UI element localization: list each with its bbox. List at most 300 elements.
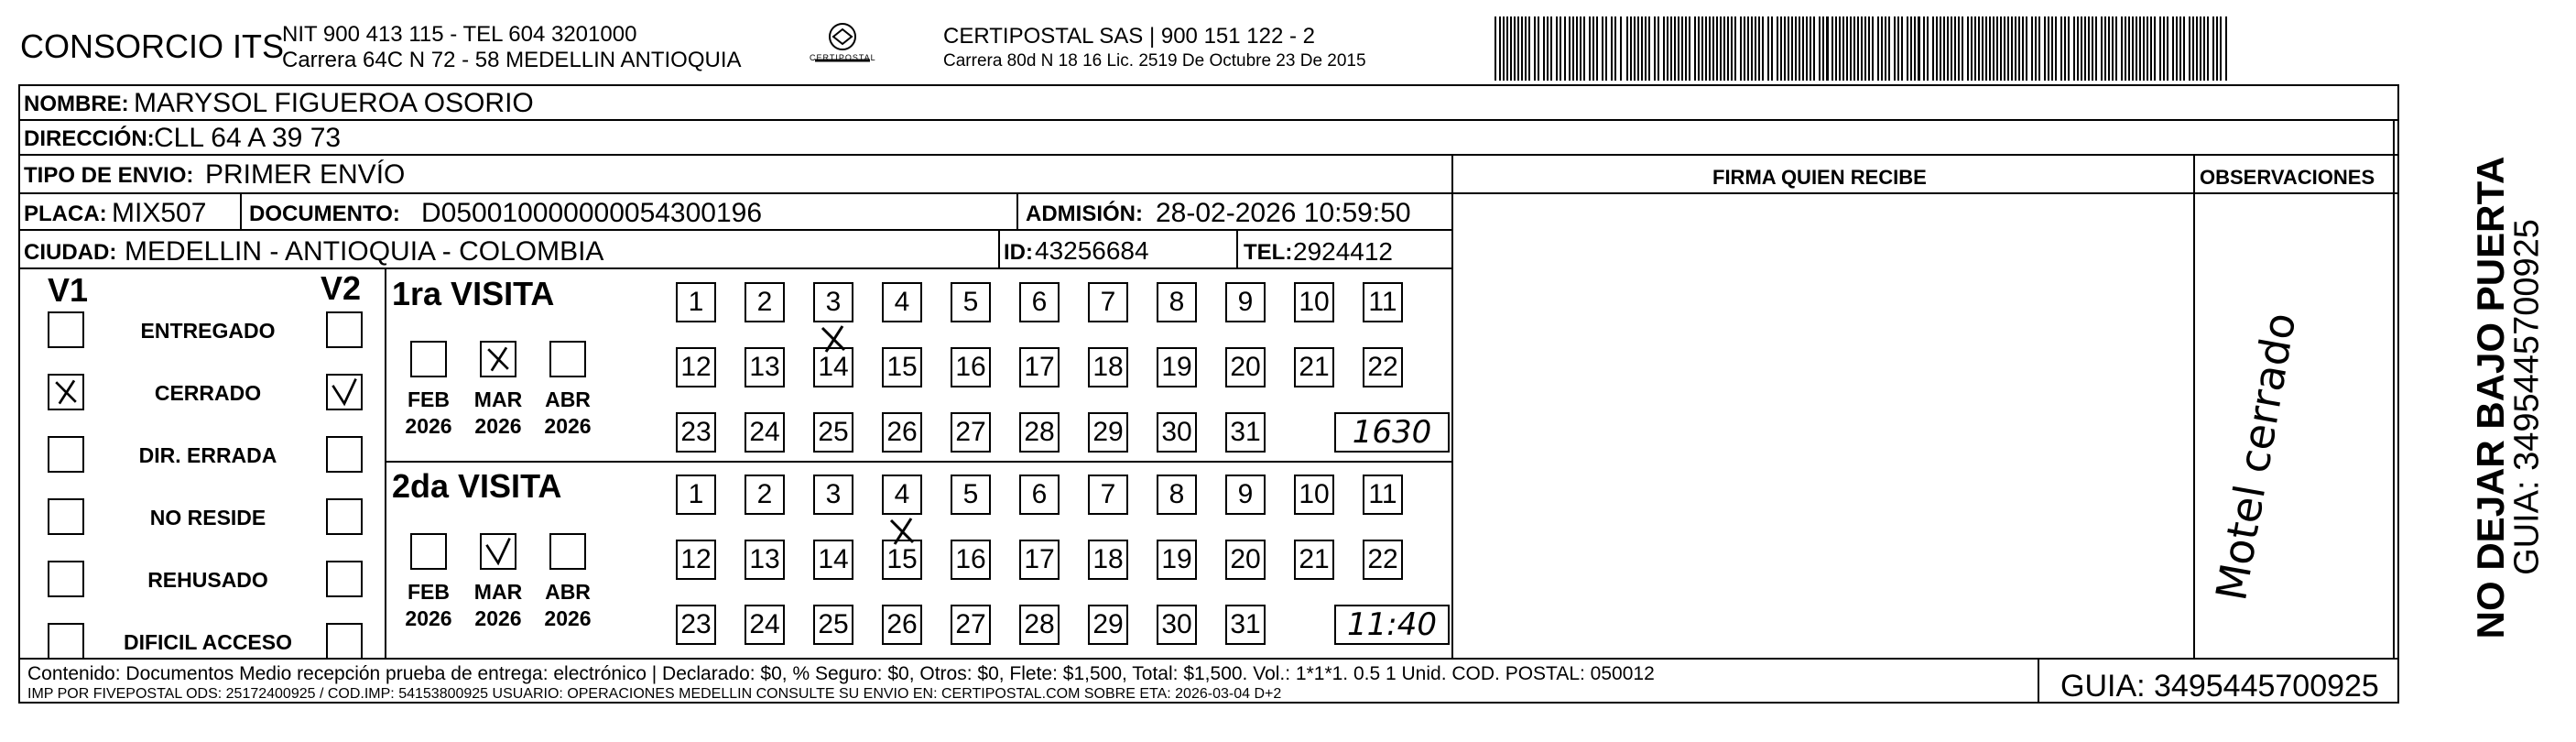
barcode-bar bbox=[2064, 16, 2066, 81]
visit1-day-26[interactable]: 26 bbox=[882, 605, 922, 645]
visit0-day-4[interactable]: 4 bbox=[882, 282, 922, 322]
barcode-bar bbox=[2192, 16, 2194, 81]
visit0-day-31[interactable]: 31 bbox=[1225, 412, 1266, 453]
visit0-month-box-0[interactable] bbox=[410, 341, 447, 377]
barcode-bar bbox=[2077, 16, 2079, 81]
barcode-bar bbox=[1681, 16, 1683, 81]
barcode-bar bbox=[2007, 16, 2009, 81]
barcode-bar bbox=[1835, 16, 1837, 81]
barcode bbox=[1495, 16, 2227, 81]
barcode-bar bbox=[2004, 16, 2005, 81]
barcode-bar bbox=[1499, 16, 1501, 81]
status-label-1: CERRADO bbox=[154, 381, 262, 405]
visit0-day-2[interactable]: 2 bbox=[745, 282, 785, 322]
visit0-day-5[interactable]: 5 bbox=[951, 282, 991, 322]
visit1-month-label-2: ABR 2026 bbox=[544, 580, 592, 630]
barcode-bar bbox=[1716, 16, 1718, 81]
visit0-day-20[interactable]: 20 bbox=[1225, 347, 1266, 387]
visit1-day-17[interactable]: 17 bbox=[1019, 540, 1060, 580]
barcode-bar bbox=[1846, 16, 1848, 81]
visit0-day-22[interactable]: 22 bbox=[1363, 347, 1403, 387]
barcode-bar bbox=[1658, 16, 1659, 81]
barcode-bar bbox=[2115, 16, 2117, 81]
direccion-value: CLL 64 A 39 73 bbox=[154, 123, 342, 153]
barcode-bar bbox=[1907, 16, 1908, 81]
v2-checkbox-3[interactable] bbox=[326, 498, 363, 535]
barcode-bar bbox=[1958, 16, 1960, 81]
visit0-month-label-1: MAR 2026 bbox=[473, 387, 523, 438]
barcode-bar bbox=[1967, 16, 1969, 81]
visit1-day-21[interactable]: 21 bbox=[1294, 540, 1334, 580]
barcode-bar bbox=[2216, 16, 2218, 81]
barcode-bar bbox=[1842, 16, 1844, 81]
barcode-bar bbox=[2018, 16, 2020, 81]
barcode-bar bbox=[1620, 16, 1622, 81]
visit0-day-25[interactable]: 25 bbox=[813, 412, 853, 453]
barcode-bar bbox=[1592, 16, 1594, 81]
direccion-label: DIRECCIÓN: bbox=[24, 126, 155, 151]
visit1-day-18[interactable]: 18 bbox=[1088, 540, 1128, 580]
barcode-bar bbox=[1897, 16, 1899, 81]
visit1-day-30[interactable]: 30 bbox=[1157, 605, 1197, 645]
barcode-bar bbox=[2159, 16, 2161, 81]
visit1-day-10[interactable]: 10 bbox=[1294, 475, 1334, 515]
visit1-day-20[interactable]: 20 bbox=[1225, 540, 1266, 580]
barcode-bar bbox=[1918, 16, 1920, 81]
barcode-bar bbox=[1503, 16, 1505, 81]
visit0-day-9[interactable]: 9 bbox=[1225, 282, 1266, 322]
v1-checkbox-4[interactable] bbox=[48, 561, 84, 597]
barcode-bar bbox=[2026, 16, 2027, 81]
v1-checkbox-1[interactable] bbox=[48, 374, 84, 410]
visit1-day-4[interactable]: 4 bbox=[882, 475, 922, 515]
barcode-bar bbox=[1727, 16, 1729, 81]
barcode-bar bbox=[2015, 16, 2016, 81]
barcode-bar bbox=[1580, 16, 1581, 81]
barcode-bar bbox=[1689, 16, 1690, 81]
barcode-bar bbox=[1762, 16, 1764, 81]
barcode-bar bbox=[1648, 16, 1650, 81]
barcode-bar bbox=[1826, 16, 1829, 81]
barcode-bar bbox=[1525, 16, 1527, 81]
footer-contenido: Contenido: Documentos Medio recepción prueba de entrega: electrónico | Declarado: $0, % Seguro: $0, Otros: $0, Flete: $1,500, Total: $1,500. Vol.: 1*1*1. 0.5 1 Unid. COD. POSTAL: 050012 bbox=[27, 663, 1655, 684]
company-line1: NIT 900 413 115 - TEL 604 3201000 bbox=[282, 22, 637, 47]
barcode-bar bbox=[1626, 16, 1628, 81]
barcode-bar bbox=[1630, 16, 1632, 81]
barcode-bar bbox=[1670, 16, 1672, 81]
visit0-day-23[interactable]: 23 bbox=[676, 412, 716, 453]
barcode-bar bbox=[1888, 16, 1890, 81]
visit0-day-18[interactable]: 18 bbox=[1088, 347, 1128, 387]
courier-line2: Carrera 80d N 18 16 Lic. 2519 De Octubre 23 De 2015 bbox=[943, 51, 1366, 71]
barcode-bar bbox=[1881, 16, 1883, 81]
barcode-bar bbox=[1694, 16, 1696, 81]
visit1-day-6[interactable]: 6 bbox=[1019, 475, 1060, 515]
barcode-bar bbox=[1910, 16, 1912, 81]
barcode-bar bbox=[1674, 16, 1676, 81]
barcode-bar bbox=[2011, 16, 2013, 81]
ciudad-value: MEDELLIN - ANTIOQUIA - COLOMBIA bbox=[125, 236, 604, 267]
barcode-bar bbox=[1637, 16, 1639, 81]
barcode-bar bbox=[2081, 16, 2082, 81]
visit1-day-25[interactable]: 25 bbox=[813, 605, 853, 645]
status-label-2: DIR. ERRADA bbox=[138, 443, 277, 467]
admision-label: ADMISIÓN: bbox=[1026, 202, 1143, 226]
visit0-day-16[interactable]: 16 bbox=[951, 347, 991, 387]
v2-checkbox-0[interactable] bbox=[326, 311, 363, 348]
barcode-bar bbox=[1943, 16, 1945, 81]
barcode-bar bbox=[1947, 16, 1949, 81]
barcode-bar bbox=[1806, 16, 1808, 81]
footer-guia: GUIA: 3495445700925 bbox=[2060, 669, 2379, 704]
barcode-bar bbox=[1795, 16, 1797, 81]
barcode-bar bbox=[1877, 16, 1879, 81]
barcode-bar bbox=[1914, 16, 1916, 81]
placa-value: MIX507 bbox=[112, 198, 207, 228]
barcode-bar bbox=[2035, 16, 2037, 81]
barcode-bar bbox=[1974, 16, 1976, 81]
visit0-day-1[interactable]: 1 bbox=[676, 282, 716, 322]
visit1-month-box-0[interactable] bbox=[410, 533, 447, 570]
firma-label: FIRMA QUIEN RECIBE bbox=[1712, 166, 1927, 189]
visit1-day-15[interactable]: 15 bbox=[882, 540, 922, 580]
side-guia: GUIA: 3495445700925 bbox=[2507, 219, 2547, 575]
courier-line1: CERTIPOSTAL SAS | 900 151 122 - 2 bbox=[943, 24, 1315, 49]
visit0-day-17[interactable]: 17 bbox=[1019, 347, 1060, 387]
barcode-bar bbox=[2183, 16, 2185, 81]
barcode-bar bbox=[2196, 16, 2198, 81]
barcode-bar bbox=[2022, 16, 2024, 81]
visit0-day-12[interactable]: 12 bbox=[676, 347, 716, 387]
barcode-bar bbox=[2084, 16, 2086, 81]
visit0-day-11[interactable]: 11 bbox=[1363, 282, 1403, 322]
barcode-bar bbox=[1564, 16, 1566, 81]
barcode-bar bbox=[1864, 16, 1866, 81]
observaciones-label: OBSERVACIONES bbox=[2200, 166, 2375, 189]
barcode-bar bbox=[1614, 16, 1616, 81]
barcode-bar bbox=[1996, 16, 1998, 81]
status-label-5: DIFICIL ACCESO bbox=[123, 630, 292, 654]
barcode-bar bbox=[1777, 16, 1778, 81]
visit0-day-26[interactable]: 26 bbox=[882, 412, 922, 453]
barcode-bar bbox=[1514, 16, 1516, 81]
barcode-bar bbox=[2179, 16, 2181, 81]
visit1-day-31[interactable]: 31 bbox=[1225, 605, 1266, 645]
visit1-day-12[interactable]: 12 bbox=[676, 540, 716, 580]
status-label-3: NO RESIDE bbox=[149, 506, 266, 529]
barcode-bar bbox=[1528, 16, 1530, 81]
visit1-day-23[interactable]: 23 bbox=[676, 605, 716, 645]
visit1-day-16[interactable]: 16 bbox=[951, 540, 991, 580]
visit0-month-label-0: FEB 2026 bbox=[405, 387, 452, 438]
barcode-bar bbox=[1927, 16, 1929, 81]
visit0-day-10[interactable]: 10 bbox=[1294, 282, 1334, 322]
barcode-bar bbox=[2172, 16, 2174, 81]
barcode-bar bbox=[1868, 16, 1870, 81]
visit0-day-28[interactable]: 28 bbox=[1019, 412, 1060, 453]
visit0-day-6[interactable]: 6 bbox=[1019, 282, 1060, 322]
visit1-day-9[interactable]: 9 bbox=[1225, 475, 1266, 515]
barcode-bar bbox=[1723, 16, 1725, 81]
barcode-bar bbox=[1576, 16, 1578, 81]
v2-checkbox-4[interactable] bbox=[326, 561, 363, 597]
visit1-day-24[interactable]: 24 bbox=[745, 605, 785, 645]
visit1-month-label-1: MAR 2026 bbox=[473, 580, 523, 630]
visit0-day-13[interactable]: 13 bbox=[745, 347, 785, 387]
visit1-day-14[interactable]: 14 bbox=[813, 540, 853, 580]
barcode-bar bbox=[1755, 16, 1756, 81]
barcode-bar bbox=[1645, 16, 1647, 81]
v1-checkbox-0[interactable] bbox=[48, 311, 84, 348]
barcode-bar bbox=[1758, 16, 1760, 81]
barcode-bar bbox=[1810, 16, 1811, 81]
barcode-bar bbox=[1791, 16, 1793, 81]
barcode-bar bbox=[1993, 16, 1994, 81]
visit0-day-14[interactable]: 14 bbox=[813, 347, 853, 387]
visit0-month-box-2[interactable] bbox=[549, 341, 586, 377]
visit0-month-box-1[interactable] bbox=[480, 341, 516, 377]
barcode-bar bbox=[2136, 16, 2137, 81]
barcode-bar bbox=[2125, 16, 2126, 81]
barcode-bar bbox=[1605, 16, 1607, 81]
barcode-bar bbox=[1982, 16, 1984, 81]
barcode-bar bbox=[1569, 16, 1571, 81]
barcode-bar bbox=[1780, 16, 1782, 81]
visit1-day-1[interactable]: 1 bbox=[676, 475, 716, 515]
barcode-bar bbox=[1678, 16, 1679, 81]
barcode-bar bbox=[2088, 16, 2090, 81]
barcode-bar bbox=[2112, 16, 2114, 81]
visit0-day-29[interactable]: 29 bbox=[1088, 412, 1128, 453]
barcode-bar bbox=[2203, 16, 2205, 81]
barcode-bar bbox=[2068, 16, 2070, 81]
barcode-bar bbox=[2000, 16, 2002, 81]
visit1-day-22[interactable]: 22 bbox=[1363, 540, 1403, 580]
visit0-time-box[interactable]: 1630 bbox=[1334, 412, 1450, 453]
barcode-bar bbox=[2200, 16, 2201, 81]
barcode-bar bbox=[1685, 16, 1687, 81]
barcode-bar bbox=[1572, 16, 1574, 81]
barcode-bar bbox=[1550, 16, 1552, 81]
barcode-bar bbox=[1744, 16, 1745, 81]
barcode-bar bbox=[1940, 16, 1941, 81]
barcode-bar bbox=[1771, 16, 1773, 81]
barcode-bar bbox=[2073, 16, 2075, 81]
barcode-bar bbox=[1667, 16, 1668, 81]
barcode-bar bbox=[1538, 16, 1539, 81]
barcode-bar bbox=[1839, 16, 1841, 81]
barcode-bar bbox=[1788, 16, 1789, 81]
company-name: CONSORCIO ITS bbox=[20, 27, 285, 65]
barcode-bar bbox=[1978, 16, 1980, 81]
barcode-bar bbox=[1932, 16, 1934, 81]
barcode-bar bbox=[2132, 16, 2134, 81]
visit0-day-3[interactable]: 3 bbox=[813, 282, 853, 322]
barcode-bar bbox=[1543, 16, 1545, 81]
barcode-bar bbox=[2044, 16, 2046, 81]
barcode-bar bbox=[2104, 16, 2106, 81]
barcode-bar bbox=[1596, 16, 1598, 81]
barcode-bar bbox=[2095, 16, 2097, 81]
barcode-bar bbox=[2108, 16, 2110, 81]
barcode-bar bbox=[1495, 16, 1496, 81]
visit0-day-24[interactable]: 24 bbox=[745, 412, 785, 453]
barcode-bar bbox=[1901, 16, 1903, 81]
barcode-bar bbox=[2154, 16, 2156, 81]
barcode-bar bbox=[1654, 16, 1656, 81]
barcode-bar bbox=[1510, 16, 1512, 81]
visit1-day-7[interactable]: 7 bbox=[1088, 475, 1128, 515]
company-line2: Carrera 64C N 72 - 58 MEDELLIN ANTIOQUIA bbox=[282, 48, 742, 72]
documento-value: D050010000000054300196 bbox=[421, 198, 763, 228]
certipostal-logo: CERTIPOSTAL bbox=[806, 20, 879, 71]
visit1-day-8[interactable]: 8 bbox=[1157, 475, 1197, 515]
visit-title-1: 2da VISITA bbox=[392, 467, 562, 505]
barcode-bar bbox=[1831, 16, 1833, 81]
visit1-day-2[interactable]: 2 bbox=[745, 475, 785, 515]
barcode-bar bbox=[1813, 16, 1815, 81]
barcode-bar bbox=[1734, 16, 1736, 81]
barcode-bar bbox=[1751, 16, 1753, 81]
barcode-bar bbox=[1971, 16, 1973, 81]
barcode-bar bbox=[1698, 16, 1700, 81]
barcode-bar bbox=[2121, 16, 2123, 81]
visit1-day-3[interactable]: 3 bbox=[813, 475, 853, 515]
barcode-bar bbox=[1985, 16, 1987, 81]
visit-title-0: 1ra VISITA bbox=[392, 275, 555, 312]
v2-checkbox-1[interactable] bbox=[326, 374, 363, 410]
visit0-month-label-2: ABR 2026 bbox=[544, 387, 592, 438]
v1-checkbox-2[interactable] bbox=[48, 436, 84, 473]
barcode-bar bbox=[2189, 16, 2190, 81]
barcode-bar bbox=[1663, 16, 1665, 81]
barcode-bar bbox=[1583, 16, 1585, 81]
barcode-bar bbox=[1951, 16, 1952, 81]
barcode-bar bbox=[2150, 16, 2152, 81]
barcode-bar bbox=[1923, 16, 1925, 81]
barcode-bar bbox=[2220, 16, 2222, 81]
barcode-bar bbox=[1611, 16, 1613, 81]
barcode-bar bbox=[1705, 16, 1707, 81]
barcode-bar bbox=[2128, 16, 2130, 81]
visit0-day-19[interactable]: 19 bbox=[1157, 347, 1197, 387]
barcode-bar bbox=[2212, 16, 2214, 81]
nombre-label: NOMBRE: bbox=[24, 92, 129, 116]
barcode-bar bbox=[1720, 16, 1722, 81]
visit1-day-13[interactable]: 13 bbox=[745, 540, 785, 580]
v1-label: V1 bbox=[48, 271, 89, 309]
barcode-bar bbox=[1641, 16, 1643, 81]
barcode-bar bbox=[1857, 16, 1859, 81]
barcode-bar bbox=[2176, 16, 2178, 81]
v2-checkbox-2[interactable] bbox=[326, 436, 363, 473]
visit1-time-box[interactable]: 11:40 bbox=[1334, 605, 1450, 645]
visit1-month-box-1[interactable] bbox=[480, 533, 516, 570]
barcode-bar bbox=[2163, 16, 2165, 81]
barcode-bar bbox=[1731, 16, 1733, 81]
barcode-bar bbox=[1560, 16, 1561, 81]
barcode-bar bbox=[1712, 16, 1714, 81]
barcode-bar bbox=[2225, 16, 2227, 81]
tel-label: TEL: bbox=[1244, 240, 1293, 265]
barcode-bar bbox=[1506, 16, 1508, 81]
barcode-bar bbox=[1872, 16, 1874, 81]
barcode-bar bbox=[1784, 16, 1786, 81]
barcode-bar bbox=[2147, 16, 2148, 81]
barcode-bar bbox=[1822, 16, 1824, 81]
visit0-day-21[interactable]: 21 bbox=[1294, 347, 1334, 387]
barcode-bar bbox=[1936, 16, 1938, 81]
barcode-bar bbox=[2207, 16, 2209, 81]
v1-checkbox-3[interactable] bbox=[48, 498, 84, 535]
visit0-day-27[interactable]: 27 bbox=[951, 412, 991, 453]
placa-label: PLACA: bbox=[24, 202, 107, 226]
barcode-bar bbox=[1962, 16, 1963, 81]
barcode-bar bbox=[2139, 16, 2141, 81]
barcode-bar bbox=[1517, 16, 1519, 81]
barcode-bar bbox=[1799, 16, 1800, 81]
barcode-bar bbox=[1740, 16, 1742, 81]
barcode-bar bbox=[1850, 16, 1852, 81]
visit1-day-27[interactable]: 27 bbox=[951, 605, 991, 645]
visit1-day-29[interactable]: 29 bbox=[1088, 605, 1128, 645]
barcode-bar bbox=[1802, 16, 1804, 81]
barcode-bar bbox=[1885, 16, 1886, 81]
observaciones-handwriting: Motel cerrado bbox=[2206, 309, 2306, 605]
status-label-0: ENTREGADO bbox=[140, 319, 276, 343]
visit1-month-label-0: FEB 2026 bbox=[405, 580, 452, 630]
barcode-bar bbox=[1954, 16, 1956, 81]
nombre-value: MARYSOL FIGUEROA OSORIO bbox=[134, 88, 534, 118]
barcode-bar bbox=[2055, 16, 2057, 81]
barcode-bar bbox=[1521, 16, 1523, 81]
v2-label: V2 bbox=[321, 269, 362, 307]
visit1-month-box-2[interactable] bbox=[549, 533, 586, 570]
barcode-bar bbox=[2031, 16, 2033, 81]
barcode-bar bbox=[2048, 16, 2049, 81]
tel-value: 2924412 bbox=[1293, 237, 1394, 266]
visit0-day-8[interactable]: 8 bbox=[1157, 282, 1197, 322]
v2-checkbox-5[interactable] bbox=[326, 623, 363, 660]
barcode-bar bbox=[2143, 16, 2145, 81]
visit1-day-5[interactable]: 5 bbox=[951, 475, 991, 515]
tipo-envio-value: PRIMER ENVÍO bbox=[205, 159, 406, 190]
barcode-bar bbox=[1634, 16, 1636, 81]
barcode-bar bbox=[1747, 16, 1749, 81]
visit1-day-11[interactable]: 11 bbox=[1363, 475, 1403, 515]
barcode-bar bbox=[1767, 16, 1769, 81]
barcode-bar bbox=[2038, 16, 2040, 81]
visit0-day-7[interactable]: 7 bbox=[1088, 282, 1128, 322]
barcode-bar bbox=[1534, 16, 1536, 81]
no-dejar-bajo-puerta: NO DEJAR BAJO PUERTA bbox=[2469, 156, 2512, 639]
barcode-bar bbox=[1709, 16, 1711, 81]
barcode-bar bbox=[1589, 16, 1591, 81]
visit1-day-28[interactable]: 28 bbox=[1019, 605, 1060, 645]
barcode-bar bbox=[1819, 16, 1821, 81]
visit1-day-19[interactable]: 19 bbox=[1157, 540, 1197, 580]
barcode-bar bbox=[1556, 16, 1558, 81]
visit0-day-15[interactable]: 15 bbox=[882, 347, 922, 387]
barcode-bar bbox=[1989, 16, 1991, 81]
visit0-day-30[interactable]: 30 bbox=[1157, 412, 1197, 453]
barcode-bar bbox=[1861, 16, 1863, 81]
barcode-bar bbox=[2051, 16, 2053, 81]
id-value: 43256684 bbox=[1035, 236, 1149, 265]
barcode-bar bbox=[2092, 16, 2093, 81]
barcode-bar bbox=[2167, 16, 2168, 81]
v1-checkbox-5[interactable] bbox=[48, 623, 84, 660]
